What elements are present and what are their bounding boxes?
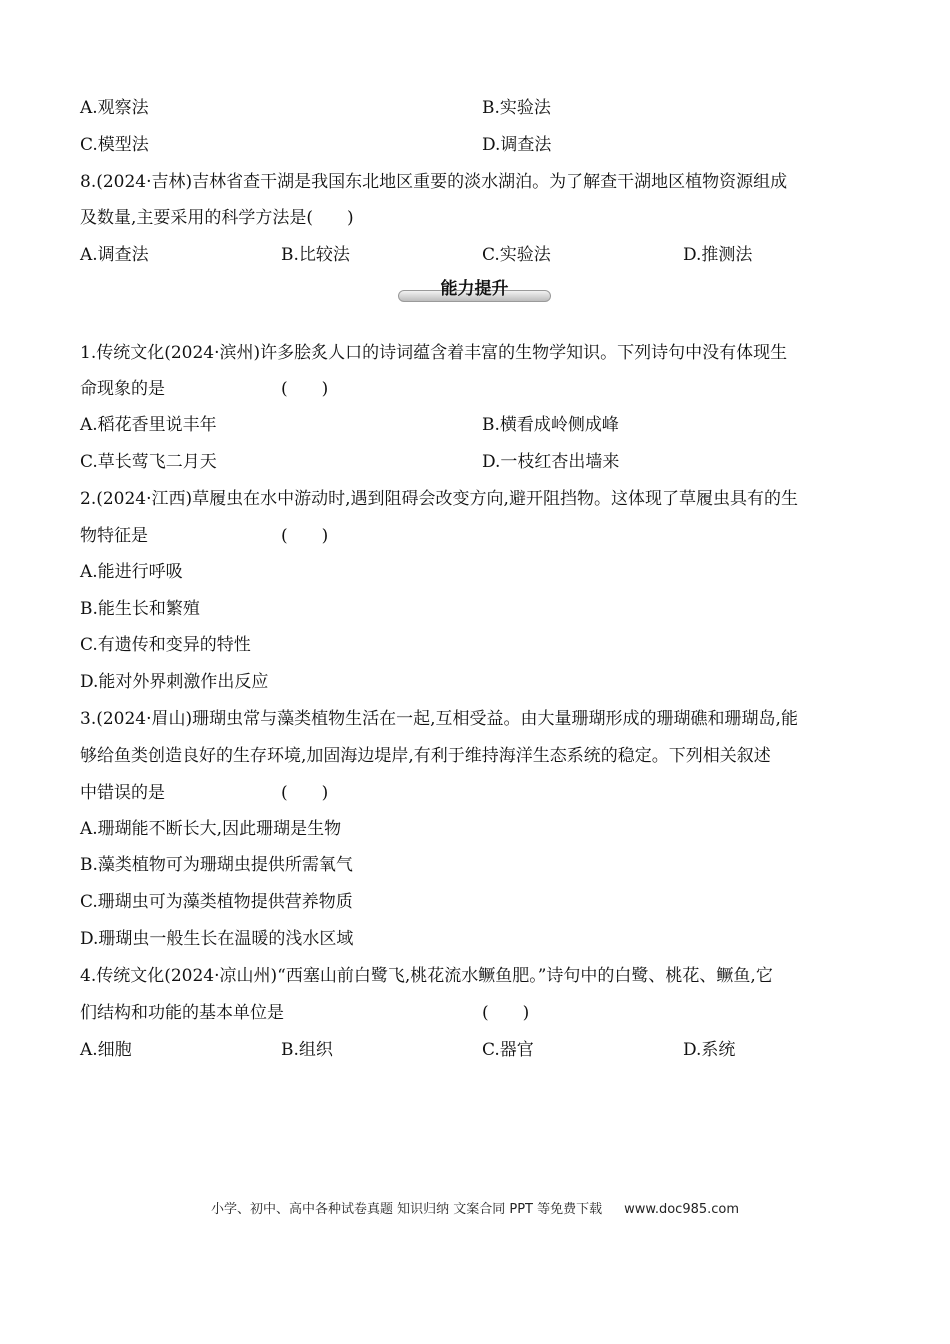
q3-stem-line1: 3.(2024·眉山)珊瑚虫常与藻类植物生活在一起,互相受益。由大量珊瑚形成的珊瑚礁和珊瑚岛,能 xyxy=(80,709,798,729)
q2-stem-line2: 物特征是 xyxy=(80,526,148,546)
q4-option-b: B.组织 xyxy=(281,1040,333,1060)
q4-answer-bracket: ( ) xyxy=(482,1003,530,1023)
prev-option-c: C.模型法 xyxy=(80,135,149,155)
q8-option-a: A.调查法 xyxy=(80,245,149,265)
q4-stem-line1: 4.传统文化(2024·凉山州)“西塞山前白鹭飞,桃花流水鳜鱼肥。”诗句中的白鹭、桃花、鳜鱼,它 xyxy=(80,966,773,986)
footer-website-link[interactable]: www.doc985.com xyxy=(624,1202,740,1217)
q8-option-d: D.推测法 xyxy=(683,245,753,265)
q4-stem-line2: 们结构和功能的基本单位是 xyxy=(80,1003,284,1023)
q2-option-c: C.有遗传和变异的特性 xyxy=(80,635,251,655)
q3-option-c: C.珊瑚虫可为藻类植物提供营养物质 xyxy=(80,892,353,912)
q1-option-b: B.横看成岭侧成峰 xyxy=(482,415,619,435)
prev-option-a: A.观察法 xyxy=(80,98,149,118)
q2-option-a: A.能进行呼吸 xyxy=(80,562,183,582)
q8-option-c: C.实验法 xyxy=(482,245,551,265)
prev-option-d: D.调查法 xyxy=(482,135,552,155)
page-footer xyxy=(0,1198,950,1217)
q3-stem-line3: 中错误的是 xyxy=(80,783,165,803)
prev-option-b: B.实验法 xyxy=(482,98,551,118)
q4-option-d: D.系统 xyxy=(683,1040,736,1060)
q3-option-a: A.珊瑚能不断长大,因此珊瑚是生物 xyxy=(80,819,342,839)
q3-stem-line2: 够给鱼类创造良好的生存环境,加固海边堤岸,有利于维持海洋生态系统的稳定。下列相关叙述 xyxy=(80,746,771,766)
q3-option-b: B.藻类植物可为珊瑚虫提供所需氧气 xyxy=(80,855,353,875)
q1-stem-line1: 1.传统文化(2024·滨州)许多脍炙人口的诗词蕴含着丰富的生物学知识。下列诗句中没有体现生 xyxy=(80,343,788,363)
q1-stem-line2: 命现象的是 xyxy=(80,379,165,399)
section-header xyxy=(398,278,551,304)
q4-option-c: C.器官 xyxy=(482,1040,534,1060)
footer-text: 小学、初中、高中各种试卷真题 知识归纳 文案合同 PPT 等免费下载 xyxy=(210,1202,603,1217)
q2-stem-line1: 2.(2024·江西)草履虫在水中游动时,遇到阻碍会改变方向,避开阻挡物。这体现了草履虫具有的生 xyxy=(80,489,798,509)
q4-option-a: A.细胞 xyxy=(80,1040,132,1060)
q3-answer-bracket: ( ) xyxy=(281,783,329,803)
q2-answer-bracket: ( ) xyxy=(281,526,329,546)
q8-stem-line2: 及数量,主要采用的科学方法是( ) xyxy=(80,208,354,228)
q2-option-d: D.能对外界刺激作出反应 xyxy=(80,672,269,692)
q1-option-c: C.草长莺飞二月天 xyxy=(80,452,217,472)
q1-answer-bracket: ( ) xyxy=(281,379,329,399)
q1-option-a: A.稻花香里说丰年 xyxy=(80,415,217,435)
q8-stem-line1: 8.(2024·吉林)吉林省查干湖是我国东北地区重要的淡水湖泊。为了解查干湖地区植物资源组成 xyxy=(80,172,788,192)
q8-option-b: B.比较法 xyxy=(281,245,350,265)
q1-option-d: D.一枝红杏出墙来 xyxy=(482,452,620,472)
q3-option-d: D.珊瑚虫一般生长在温暖的浅水区域 xyxy=(80,929,354,949)
section-title: 能力提升 xyxy=(440,279,509,299)
q2-option-b: B.能生长和繁殖 xyxy=(80,599,200,619)
